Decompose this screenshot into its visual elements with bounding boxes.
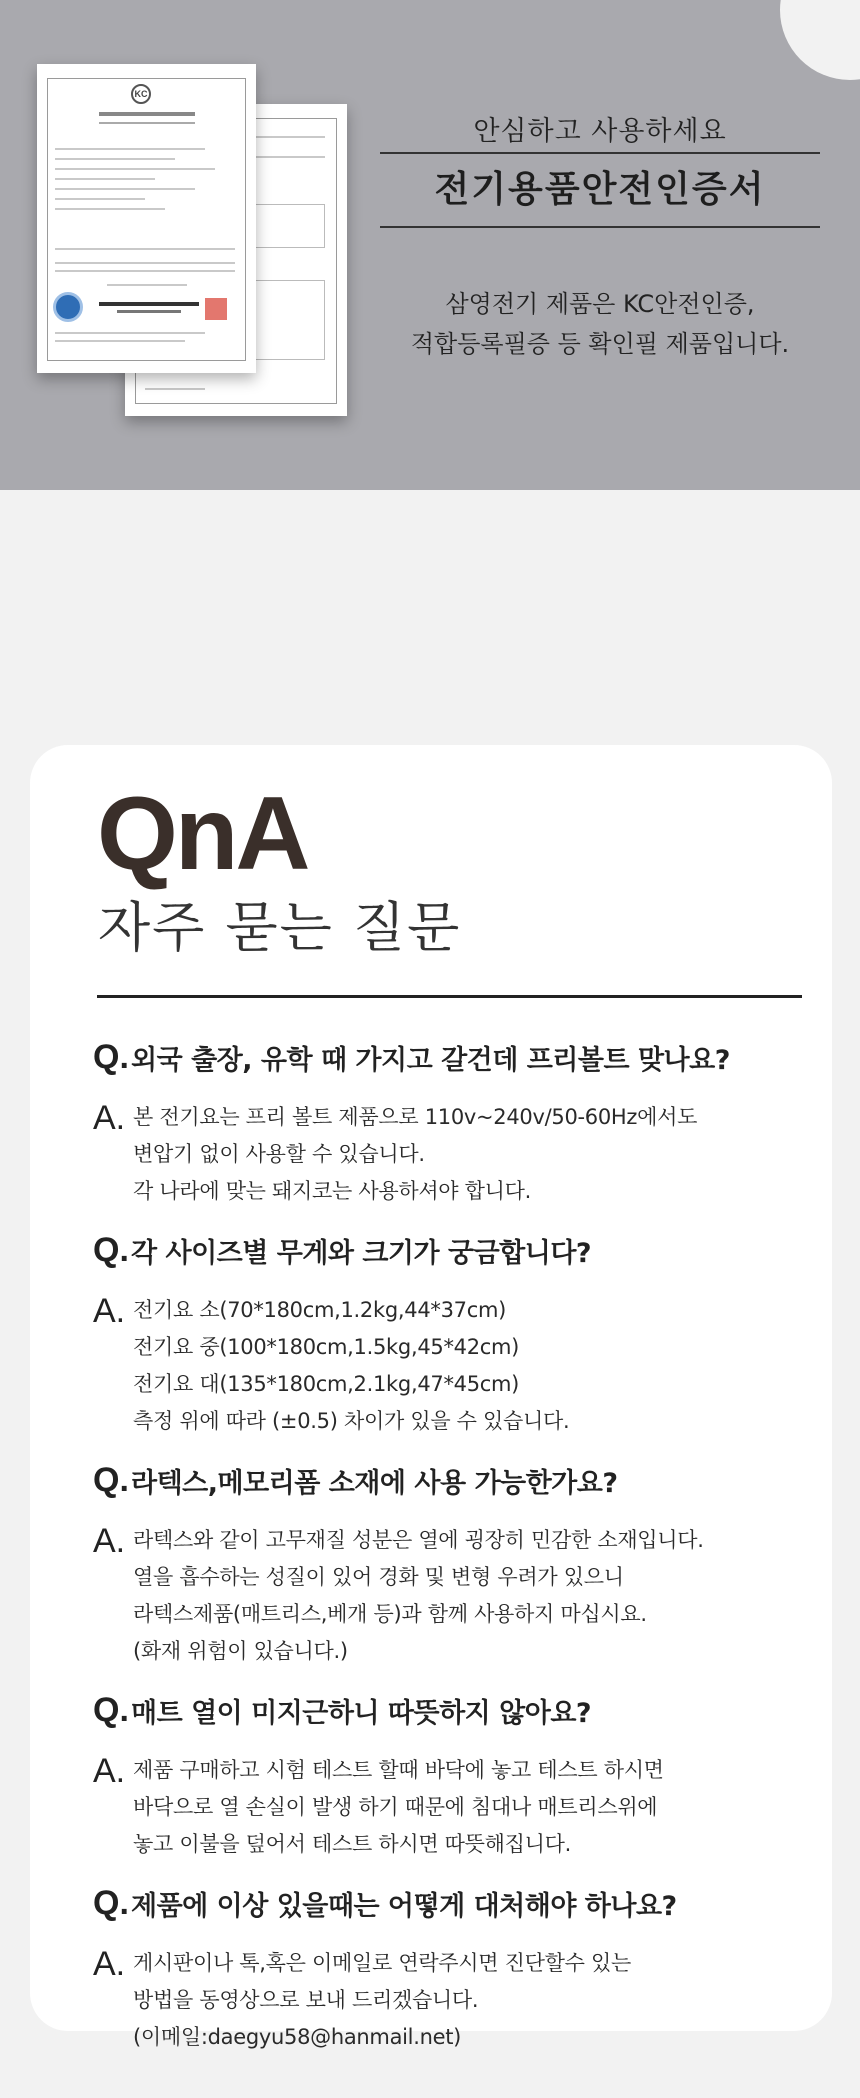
qna-title: QnA: [97, 776, 308, 892]
document-text-line: [55, 158, 175, 160]
answer-line: 측정 위에 따라 (±0.5) 차이가 있을 수 있습니다.: [133, 1409, 570, 1433]
document-table: [251, 204, 325, 248]
document-text-line: [55, 188, 195, 190]
document-text-line: [55, 208, 165, 210]
faq-answer: [93, 1089, 813, 1218]
qna-card: [30, 745, 832, 2049]
document-text-line: [107, 284, 187, 286]
document-text-line: [55, 340, 185, 342]
answer-mark-label: A.: [93, 1099, 126, 1137]
kc-mark-icon: KC: [131, 84, 151, 104]
faq-item: [93, 1678, 813, 1871]
answer-line: 게시판이나 톡,혹은 이메일로 연락주시면 진단할수 있는: [133, 1951, 631, 1975]
answer-line: 제품 구매하고 시험 테스트 할때 바닥에 놓고 테스트 하시면: [133, 1758, 664, 1782]
faq-answer: [93, 1282, 813, 1448]
answer-line: 바닥으로 열 손실이 발생 하기 때문에 침대나 매트리스위에: [133, 1795, 658, 1819]
certificate-description-line: 삼영전기 제품은 KC안전인증,: [445, 290, 755, 318]
document-text-line: [255, 136, 325, 138]
document-text-line: [55, 270, 235, 272]
answer-line: 전기요 중(100*180cm,1.5kg,45*42cm): [133, 1335, 520, 1359]
faq-answer: [93, 1742, 813, 1871]
certificate-text-block: [380, 112, 820, 364]
official-stamp-icon: [205, 298, 227, 320]
document-text-line: [55, 168, 215, 170]
certificate-banner: [0, 0, 860, 490]
answer-line: 본 전기요는 프리 볼트 제품으로 110v~240v/50-60Hz에서도: [133, 1105, 698, 1129]
faq-item: [93, 1448, 813, 1678]
answer-line: 전기요 대(135*180cm,2.1kg,47*45cm): [133, 1372, 520, 1396]
question-mark-label: Q.: [93, 1883, 129, 1922]
faq-item: [93, 1025, 813, 1218]
question-text: 제품에 이상 있을때는 어떻게 대처해야 하나요?: [131, 1890, 677, 1922]
document-text-line: [145, 388, 205, 390]
answer-mark-label: A.: [93, 1522, 126, 1560]
answer-line: 변압기 없이 사용할 수 있습니다.: [133, 1142, 425, 1166]
faq-item: [93, 1218, 813, 1448]
faq-question: [93, 1448, 813, 1512]
faq-answer: [93, 1935, 813, 2064]
faq-question: [93, 1218, 813, 1282]
document-text-line: [55, 148, 205, 150]
document-org-line: [117, 310, 181, 313]
document-title-line: [99, 122, 195, 124]
document-text-line: [55, 332, 205, 334]
document-text-line: [55, 198, 145, 200]
answer-line: 놓고 이불을 덮어서 테스트 하시면 따뜻해집니다.: [133, 1832, 571, 1856]
question-text: 라텍스,메모리폼 소재에 사용 가능한가요?: [131, 1467, 618, 1499]
faq-question: [93, 1025, 813, 1089]
document-table: [251, 280, 325, 360]
faq-question: [93, 1871, 813, 1935]
document-org-line: [99, 302, 199, 306]
answer-mark-label: A.: [93, 1292, 126, 1330]
testing-agency-seal-icon: [53, 292, 83, 322]
answer-line: 열을 흡수하는 성질이 있어 경화 및 변형 우려가 있으니: [133, 1565, 624, 1589]
question-mark-label: Q.: [93, 1690, 129, 1729]
document-text-line: [55, 262, 235, 264]
answer-line: 전기요 소(70*180cm,1.2kg,44*37cm): [133, 1298, 506, 1322]
certificate-description: [380, 284, 820, 364]
answer-mark-label: A.: [93, 1752, 126, 1790]
divider: [380, 226, 820, 228]
question-text: 각 사이즈별 무게와 크기가 궁금합니다?: [131, 1237, 592, 1269]
certificate-description-line: 적합등록필증 등 확인필 제품입니다.: [410, 330, 790, 358]
question-mark-label: Q.: [93, 1460, 129, 1499]
answer-line: 방법을 동영상으로 보내 드리겠습니다.: [133, 1988, 479, 2012]
question-mark-label: Q.: [93, 1037, 129, 1076]
faq-question: [93, 1678, 813, 1742]
certificate-subtitle: 안심하고 사용하세요: [473, 116, 727, 147]
answer-line: (이메일:daegyu58@hanmail.net): [133, 2025, 462, 2049]
answer-line: 각 나라에 맞는 돼지코는 사용하셔야 합니다.: [133, 1179, 531, 1203]
certificate-title: 전기용품안전인증서: [434, 169, 766, 210]
faq-item: [93, 1871, 813, 2064]
faq-list: [93, 1025, 813, 2064]
document-title-line: [99, 112, 195, 116]
question-text: 외국 출장, 유학 때 가지고 갈건데 프리볼트 맞나요?: [131, 1044, 730, 1076]
answer-line: 라텍스제품(매트리스,베개 등)과 함께 사용하지 마십시요.: [133, 1602, 647, 1626]
question-text: 매트 열이 미지근하니 따뜻하지 않아요?: [131, 1697, 592, 1729]
certificate-document-front: [37, 64, 256, 373]
divider: [97, 995, 802, 998]
qna-subtitle: 자주 묻는 질문: [98, 896, 462, 959]
document-text-line: [55, 248, 235, 250]
faq-answer: [93, 1512, 813, 1678]
answer-mark-label: A.: [93, 1945, 126, 1983]
document-text-line: [55, 178, 155, 180]
answer-line: 라텍스와 같이 고무재질 성분은 열에 굉장히 민감한 소재입니다.: [133, 1528, 704, 1552]
answer-line: (화재 위험이 있습니다.): [133, 1639, 348, 1663]
question-mark-label: Q.: [93, 1230, 129, 1269]
rounded-corner-decoration: [780, 0, 860, 80]
